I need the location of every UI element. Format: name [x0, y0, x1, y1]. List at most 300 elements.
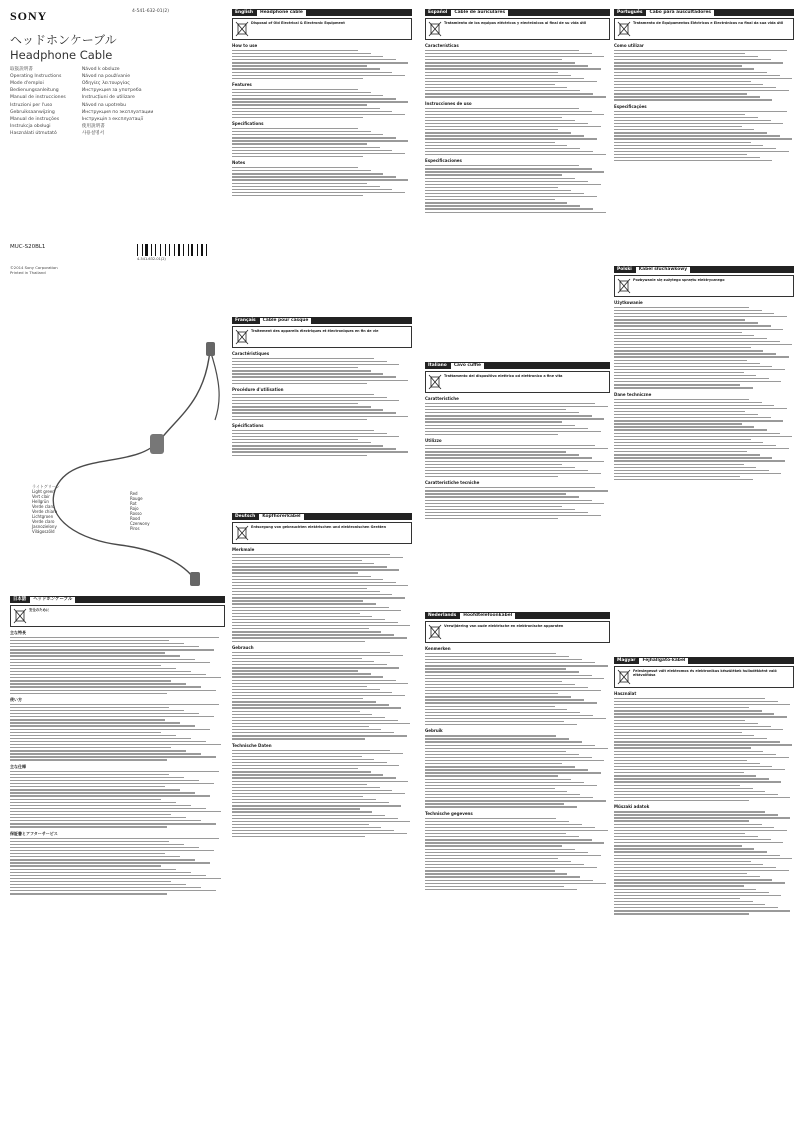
- section-heading: Spécifications: [232, 422, 264, 428]
- text-line: [425, 699, 584, 700]
- barcode-bar: [171, 244, 173, 256]
- text-line: [232, 117, 363, 118]
- text-line: [232, 673, 371, 674]
- text-line: [232, 756, 362, 757]
- barcode-bar: [160, 244, 161, 256]
- text-line: [10, 662, 210, 663]
- diagram-part-label: Jasnozielony: [32, 524, 57, 529]
- disposal-heading: 安全のために: [29, 608, 50, 612]
- text-line: [614, 142, 751, 143]
- language-item: Manual de instruções: [10, 116, 60, 122]
- language-section: [425, 362, 610, 612]
- text-line: [10, 865, 161, 866]
- text-line: [614, 817, 790, 818]
- text-line: [232, 65, 367, 66]
- text-line: [425, 827, 595, 828]
- text-line: [232, 701, 376, 702]
- language-list-left: [10, 66, 66, 137]
- text-line: [425, 775, 558, 776]
- text-line: [614, 785, 740, 786]
- text-line: [614, 157, 760, 158]
- diagram-part-label: Rouge: [130, 496, 143, 501]
- section-tag: Headphone cable: [257, 10, 306, 16]
- text-line: [614, 723, 758, 724]
- text-line: [614, 335, 754, 336]
- text-line: [614, 867, 776, 868]
- text-line: [232, 111, 392, 112]
- text-line: [614, 90, 789, 91]
- section-heading: 保証書とアフターサービス: [10, 830, 58, 836]
- text-line: [425, 706, 555, 707]
- text-line: [614, 848, 754, 849]
- text-line: [425, 849, 575, 850]
- text-line: [425, 208, 593, 209]
- barcode-bar: [199, 244, 200, 256]
- title-japanese: ヘッドホンケーブル: [10, 33, 117, 47]
- text-line: [614, 845, 742, 846]
- text-line: [425, 880, 593, 881]
- disposal-heading: Pozbywanie się zużytego sprzętu elektrycznego: [633, 278, 725, 282]
- section-tag: Kopfhörerkabel: [259, 514, 303, 520]
- text-line: [232, 68, 380, 69]
- text-line: [232, 729, 381, 730]
- text-line: [425, 509, 575, 510]
- text-line: [10, 732, 161, 733]
- text-line: [425, 836, 579, 837]
- text-line: [614, 420, 783, 421]
- text-line: [425, 151, 593, 152]
- text-line: [614, 411, 745, 412]
- text-line: [10, 704, 219, 705]
- text-line: [232, 373, 383, 374]
- diagram-part-label: Red: [130, 491, 138, 496]
- text-line: [425, 199, 555, 200]
- text-line: [232, 637, 407, 638]
- text-line: [10, 771, 219, 772]
- language-section: [425, 9, 610, 359]
- text-line: [232, 717, 385, 718]
- text-line: [425, 181, 588, 182]
- text-line: [425, 702, 597, 703]
- text-line: [425, 145, 567, 146]
- text-line: [425, 748, 608, 749]
- section-heading: Technische Daten: [232, 742, 272, 748]
- barcode-bar: [167, 244, 168, 256]
- text-line: [232, 56, 383, 57]
- language-item: Instrucțiuni de utilizare: [81, 95, 135, 101]
- language-item: Instrukcja obsługi: [10, 123, 51, 129]
- text-line: [425, 806, 577, 807]
- section-heading: 使い方: [10, 696, 22, 702]
- text-line: [614, 445, 776, 446]
- text-line: [614, 408, 787, 409]
- text-line: [425, 668, 566, 669]
- diagram-part-label: Világoszöld: [32, 529, 55, 534]
- text-line: [425, 120, 575, 121]
- cable-diagram: [10, 340, 230, 588]
- text-line: [232, 625, 410, 626]
- text-line: [614, 830, 787, 831]
- text-line: [10, 823, 216, 824]
- diagram-part-label: Rot: [130, 501, 137, 506]
- plug-icon: [190, 572, 200, 586]
- copyright: [10, 265, 58, 276]
- language-section: [614, 266, 794, 656]
- text-line: [425, 65, 588, 66]
- text-line: [10, 844, 184, 845]
- text-line: [232, 186, 380, 187]
- text-line: [232, 815, 385, 816]
- text-line: [425, 794, 580, 795]
- text-line: [614, 839, 771, 840]
- text-line: [614, 772, 744, 773]
- text-line: [10, 725, 195, 726]
- text-line: [614, 344, 792, 345]
- text-line: [614, 313, 774, 314]
- text-line: [232, 62, 408, 63]
- text-line: [232, 400, 399, 401]
- text-line: [232, 419, 367, 420]
- weee-bin-icon: [617, 278, 631, 294]
- text-line: [232, 790, 392, 791]
- section-language: 日本語: [13, 597, 27, 602]
- text-line: [614, 716, 787, 717]
- text-line: [10, 693, 167, 694]
- language-section: [232, 317, 412, 509]
- text-line: [614, 861, 751, 862]
- section-heading: Especificações: [614, 103, 647, 109]
- barcode-bar: [174, 244, 175, 256]
- text-line: [10, 649, 214, 650]
- text-line: [232, 670, 358, 671]
- section-language: Nederlands: [428, 613, 457, 618]
- text-line: [614, 384, 740, 385]
- text-line: [614, 448, 789, 449]
- section-language: Deutsch: [235, 514, 256, 519]
- part-number: 4-541-632-01(2): [132, 9, 170, 14]
- text-line: [232, 403, 358, 404]
- language-item: Mode d'emploi: [10, 81, 44, 87]
- text-line: [232, 140, 408, 141]
- text-line: [614, 800, 749, 801]
- text-line: [232, 762, 387, 763]
- barcode-bar: [194, 244, 197, 256]
- text-line: [232, 641, 365, 642]
- text-line: [614, 341, 780, 342]
- text-line: [614, 154, 747, 155]
- text-line: [425, 108, 579, 109]
- section-heading: Caractéristiques: [232, 351, 270, 356]
- text-line: [425, 653, 556, 654]
- text-line: [232, 784, 367, 785]
- text-line: [425, 476, 558, 477]
- text-line: [425, 148, 580, 149]
- text-line: [10, 774, 169, 775]
- text-line: [425, 779, 571, 780]
- text-line: [232, 824, 369, 825]
- text-line: [425, 154, 606, 155]
- text-line: [425, 696, 571, 697]
- text-line: [425, 490, 608, 491]
- text-line: [232, 619, 385, 620]
- text-line: [425, 117, 562, 118]
- text-line: [614, 879, 772, 880]
- language-list: [10, 66, 220, 137]
- text-line: [425, 431, 601, 432]
- text-line: [10, 893, 167, 894]
- diagram-part-label: Rojo: [130, 506, 139, 511]
- text-line: [614, 442, 763, 443]
- text-line: [425, 842, 604, 843]
- disposal-notice: [425, 18, 610, 40]
- text-line: [614, 751, 763, 752]
- text-line: [425, 515, 601, 516]
- text-line: [614, 423, 742, 424]
- section-tag: Câble pour casque: [260, 318, 312, 324]
- disposal-notice: [614, 18, 794, 40]
- text-line: [10, 710, 184, 711]
- text-line: [232, 796, 363, 797]
- text-line: [425, 467, 575, 468]
- text-line: [425, 457, 592, 458]
- language-item: Gebruiksaanwijzing: [10, 109, 55, 115]
- text-line: [232, 412, 396, 413]
- text-line: [425, 803, 564, 804]
- text-line: [232, 588, 367, 589]
- text-line: [232, 195, 363, 196]
- section-language-header: [232, 9, 412, 16]
- text-line: [10, 817, 186, 818]
- text-line: [614, 454, 760, 455]
- text-line: [425, 500, 592, 501]
- text-line: [614, 720, 745, 721]
- text-line: [232, 167, 358, 168]
- text-line: [425, 512, 588, 513]
- text-line: [232, 143, 367, 144]
- disposal-notice: [614, 275, 794, 297]
- text-line: [614, 889, 756, 890]
- text-line: [614, 148, 776, 149]
- text-line: [614, 114, 745, 115]
- text-line: [232, 406, 371, 407]
- text-line: [425, 873, 567, 874]
- text-line: [614, 439, 751, 440]
- text-line: [425, 412, 579, 413]
- text-line: [232, 714, 372, 715]
- text-line: [614, 138, 792, 139]
- text-line: [614, 778, 769, 779]
- barcode-bar: [185, 244, 187, 256]
- text-line: [614, 72, 767, 73]
- text-line: [10, 872, 191, 873]
- text-line: [425, 434, 558, 435]
- language-item: Használati útmutató: [10, 130, 57, 136]
- text-line: [232, 137, 396, 138]
- text-line: [425, 858, 558, 859]
- section-language-header: [425, 9, 610, 16]
- text-line: [10, 741, 206, 742]
- text-line: [425, 687, 588, 688]
- text-line: [425, 202, 567, 203]
- barcode-bar: [165, 244, 166, 256]
- section-heading: Caratteristiche tecniche: [425, 480, 480, 486]
- section-heading: How to use: [232, 43, 258, 48]
- text-line: [232, 176, 396, 177]
- text-line: [425, 409, 566, 410]
- text-line: [425, 861, 571, 862]
- text-line: [425, 693, 558, 694]
- weee-bin-icon: [235, 329, 249, 345]
- text-line: [232, 95, 383, 96]
- text-line: [425, 782, 584, 783]
- text-line: [614, 757, 789, 758]
- text-line: [425, 738, 569, 739]
- text-line: [425, 184, 601, 185]
- section-heading: Procédure d'utilisation: [232, 386, 284, 392]
- text-line: [10, 850, 214, 851]
- barcode-bar: [153, 244, 154, 256]
- diagram-part-label: ライトグリーン: [32, 484, 60, 489]
- text-line: [425, 62, 575, 63]
- text-line: [232, 793, 405, 794]
- text-line: [614, 353, 776, 354]
- text-line: [232, 652, 390, 653]
- text-line: [10, 756, 216, 757]
- text-line: [425, 135, 584, 136]
- text-line: [425, 425, 575, 426]
- text-line: [425, 132, 571, 133]
- language-item: Návod na upotrebu: [81, 102, 127, 108]
- text-line: [232, 808, 360, 809]
- text-line: [614, 904, 765, 905]
- text-line: [232, 683, 408, 684]
- text-line: [232, 774, 383, 775]
- text-line: [425, 193, 584, 194]
- text-line: [10, 655, 180, 656]
- barcode-bar: [142, 244, 143, 256]
- text-line: [425, 709, 567, 710]
- text-line: [614, 81, 751, 82]
- text-line: [232, 153, 405, 154]
- diagram-part-label: Verde claro: [32, 519, 55, 524]
- text-line: [425, 760, 604, 761]
- text-line: [425, 785, 597, 786]
- section-language: Português: [617, 10, 643, 15]
- text-line: [614, 325, 771, 326]
- text-line: [232, 818, 398, 819]
- text-line: [232, 802, 389, 803]
- barcode-bar: [189, 244, 190, 256]
- weee-bin-icon: [428, 21, 442, 37]
- text-line: [425, 797, 593, 798]
- text-line: [425, 129, 558, 130]
- section-tag: ヘッドホンケーブル: [30, 597, 75, 603]
- text-line: [232, 183, 367, 184]
- text-line: [614, 59, 771, 60]
- text-line: [10, 668, 176, 669]
- text-line: [614, 895, 781, 896]
- text-line: [425, 461, 604, 462]
- text-line: [614, 93, 747, 94]
- text-line: [232, 628, 369, 629]
- text-line: [614, 366, 772, 367]
- barcode-number: 4-541-632-01(2): [137, 257, 166, 261]
- text-line: [10, 665, 161, 666]
- text-line: [232, 765, 399, 766]
- text-line: [614, 741, 780, 742]
- text-line: [425, 196, 597, 197]
- text-line: [10, 811, 221, 812]
- text-line: [10, 690, 216, 691]
- text-line: [232, 695, 405, 696]
- text-line: [614, 729, 783, 730]
- section-language-header: [10, 596, 225, 603]
- section-heading: 主な仕様: [10, 763, 26, 769]
- barcode-bar: [206, 244, 207, 256]
- text-line: [232, 827, 381, 828]
- text-line: [425, 656, 569, 657]
- text-line: [232, 607, 389, 608]
- text-line: [614, 126, 742, 127]
- text-line: [232, 173, 383, 174]
- text-line: [232, 416, 408, 417]
- text-line: [614, 827, 774, 828]
- text-line: [614, 775, 756, 776]
- text-line: [425, 174, 562, 175]
- diagram-part-label: Rood: [130, 516, 141, 521]
- text-line: [425, 839, 592, 840]
- text-line: [232, 726, 369, 727]
- text-line: [425, 675, 592, 676]
- section-tag: Hoofdtelefoonkabel: [460, 613, 515, 619]
- text-line: [232, 594, 392, 595]
- text-line: [614, 405, 774, 406]
- section-heading: Features: [232, 82, 252, 88]
- text-line: [614, 464, 744, 465]
- text-line: [614, 123, 783, 124]
- text-line: [232, 192, 405, 193]
- text-line: [425, 690, 601, 691]
- text-line: [232, 613, 360, 614]
- text-line: [232, 364, 399, 365]
- text-line: [425, 473, 601, 474]
- text-line: [614, 460, 785, 461]
- section-heading: Gebrauch: [232, 644, 254, 650]
- text-line: [425, 114, 604, 115]
- text-line: [614, 760, 747, 761]
- text-line: [10, 744, 221, 745]
- text-line: [10, 820, 201, 821]
- language-item: Инструкция за употреба: [81, 88, 142, 94]
- disposal-heading: Traitement des appareils électriques et électroniques en fin de vie: [251, 329, 379, 333]
- text-line: [232, 98, 396, 99]
- text-line: [232, 658, 362, 659]
- text-line: [614, 338, 767, 339]
- text-line: [10, 841, 169, 842]
- text-line: [614, 310, 762, 311]
- text-line: [232, 664, 387, 665]
- text-line: [232, 59, 396, 60]
- text-line: [425, 659, 582, 660]
- section-heading: 主な特長: [10, 630, 26, 635]
- barcode-bar: [151, 244, 153, 256]
- text-line: [614, 75, 780, 76]
- text-line: [614, 892, 769, 893]
- weee-bin-icon: [235, 525, 249, 541]
- text-line: [232, 114, 405, 115]
- text-line: [425, 445, 595, 446]
- text-line: [614, 704, 790, 705]
